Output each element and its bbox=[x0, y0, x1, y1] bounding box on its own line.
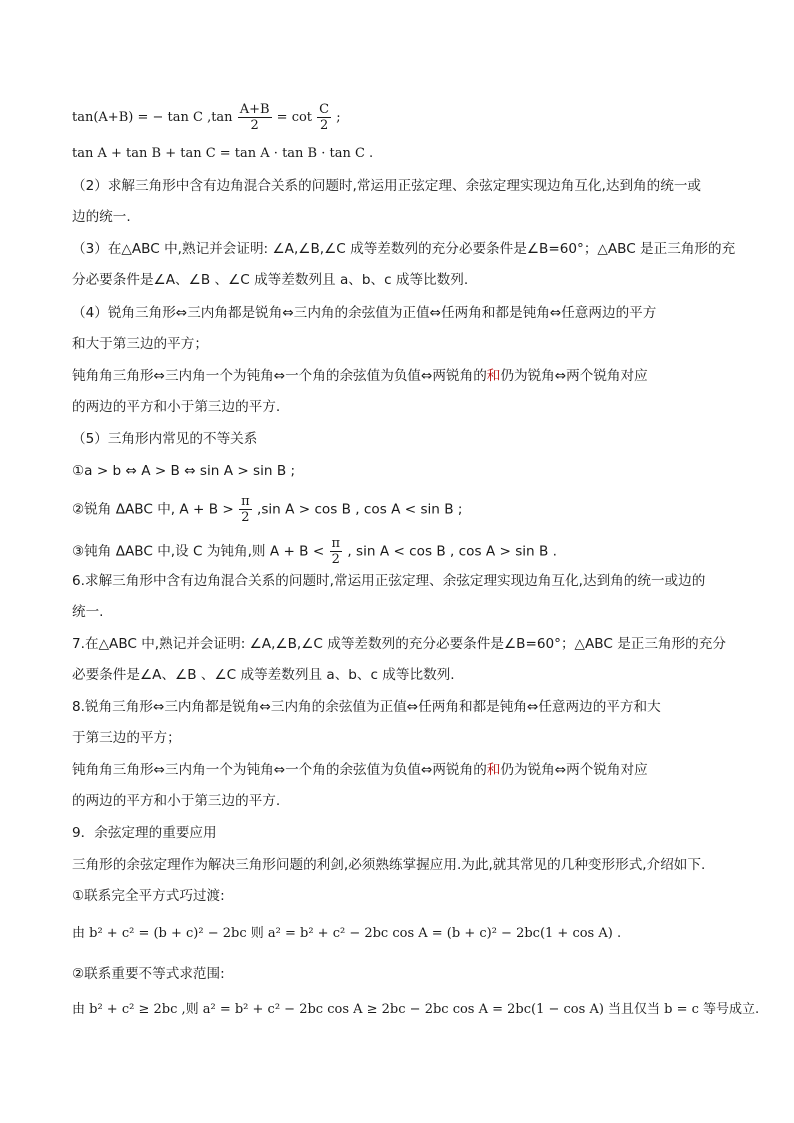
text-segment: ③钝角 ΔABC 中,设 C 为钝角,则 A + B < bbox=[72, 543, 329, 560]
paragraph-line bbox=[72, 760, 734, 780]
text-segment: 仍为锐角⇔两个锐角对应 bbox=[500, 368, 648, 384]
fraction bbox=[239, 494, 252, 525]
formula-line: 由 b² + c² = (b + c)² − 2bc 则 a² = b² + c² − 2bc cos A = (b + c)² − 2bc(1 + cos A) . bbox=[72, 926, 622, 941]
text-segment: 钝角角三角形⇔三内角一个为钝角⇔一个角的余弦值为负值⇔两锐角的 bbox=[72, 762, 487, 778]
paragraph-line: 8.锐角三角形⇔三内角都是锐角⇔三内角的余弦值为正值⇔任两角和都是钝角⇔任意两边的平方和大 bbox=[72, 699, 661, 715]
fraction bbox=[238, 102, 272, 133]
paragraph-line: 分必要条件是∠A、∠B 、∠C 成等差数列且 a、b、c 成等比数列. bbox=[72, 272, 469, 288]
paragraph-line: 必要条件是∠A、∠B 、∠C 成等差数列且 a、b、c 成等比数列. bbox=[72, 667, 455, 683]
paragraph-line: （4）锐角三角形⇔三内角都是锐角⇔三内角的余弦值为正值⇔任两角和都是钝角⇔任意两边的平方 bbox=[72, 305, 657, 321]
paragraph-line: 于第三边的平方； bbox=[72, 730, 181, 746]
formula-text: tan(A+B) = − tan C ,tan bbox=[72, 110, 237, 125]
paragraph-line: 7.在△ABC 中,熟记并会证明: ∠A,∠B,∠C 成等差数列的充分必要条件是∠B=60°；△ABC 是正三角形的充分 bbox=[72, 636, 726, 652]
paragraph-line: 三角形的余弦定理作为解决三角形问题的利剑,必须熟练掌握应用.为此,就其常见的几种变形形式,介绍如下. bbox=[72, 857, 706, 873]
formula-tan-sum bbox=[72, 102, 734, 133]
paragraph-line: （2）求解三角形中含有边角混合关系的问题时,常运用正弦定理、余弦定理实现边角互化,达到角的统一或 bbox=[72, 178, 702, 194]
inequality-line: ①a > b ⇔ A > B ⇔ sin A > sin B ; bbox=[72, 463, 296, 479]
paragraph-line: 和大于第三边的平方； bbox=[72, 336, 208, 352]
formula-line: 由 b² + c² ≥ 2bc ,则 a² = b² + c² − 2bc cos A ≥ 2bc − 2bc cos A = 2bc(1 − cos A) 当且仅当 b = c 等号成立. bbox=[72, 1002, 760, 1017]
inequality-line bbox=[72, 536, 734, 567]
formula-text: = cot bbox=[272, 110, 317, 125]
fraction-denominator: 2 bbox=[241, 510, 250, 525]
fraction-numerator: C bbox=[319, 102, 330, 117]
fraction-denominator: 2 bbox=[250, 118, 259, 133]
formula-tan-identity: tan A + tan B + tan C = tan A · tan B · tan C . bbox=[72, 146, 374, 161]
text-segment: , sin A < cos B , cos A > sin B . bbox=[343, 543, 557, 560]
fraction bbox=[317, 102, 331, 133]
paragraph-line: 的两边的平方和小于第三边的平方. bbox=[72, 399, 281, 415]
highlighted-char: 和 bbox=[486, 368, 501, 384]
fraction-denominator: 2 bbox=[331, 552, 340, 567]
paragraph-line: ①联系完全平方式巧过渡: bbox=[72, 888, 225, 904]
fraction-numerator: π bbox=[241, 494, 250, 509]
fraction-denominator: 2 bbox=[319, 118, 329, 133]
text-segment: 钝角角三角形⇔三内角一个为钝角⇔一个角的余弦值为负值⇔两锐角的 bbox=[72, 368, 487, 384]
paragraph-line: 边的统一. bbox=[72, 209, 131, 225]
text-segment: ,sin A > cos B , cos A < sin B ; bbox=[252, 501, 463, 518]
fraction bbox=[330, 536, 343, 567]
highlighted-char: 和 bbox=[486, 762, 501, 778]
paragraph-line bbox=[72, 366, 734, 386]
text-segment: ②锐角 ΔABC 中, A + B > bbox=[72, 501, 239, 518]
paragraph-line: （3）在△ABC 中,熟记并会证明: ∠A,∠B,∠C 成等差数列的充分必要条件是∠B=60°；△ABC 是正三角形的充 bbox=[72, 241, 736, 257]
text-segment: 仍为锐角⇔两个锐角对应 bbox=[500, 762, 648, 778]
fraction-numerator: π bbox=[331, 536, 341, 551]
section-heading: 9．余弦定理的重要应用 bbox=[72, 825, 217, 841]
fraction-numerator: A+B bbox=[239, 102, 270, 117]
formula-text: ; bbox=[332, 110, 341, 125]
paragraph-line: 6.求解三角形中含有边角混合关系的问题时,常运用正弦定理、余弦定理实现边角互化,达到角的统一或边的 bbox=[72, 573, 706, 589]
paragraph-line: 的两边的平方和小于第三边的平方. bbox=[72, 793, 281, 809]
paragraph-line: 统一. bbox=[72, 604, 104, 620]
inequality-line bbox=[72, 494, 734, 525]
paragraph-line: （5）三角形内常见的不等关系 bbox=[72, 431, 258, 447]
paragraph-line: ②联系重要不等式求范围: bbox=[72, 966, 225, 982]
